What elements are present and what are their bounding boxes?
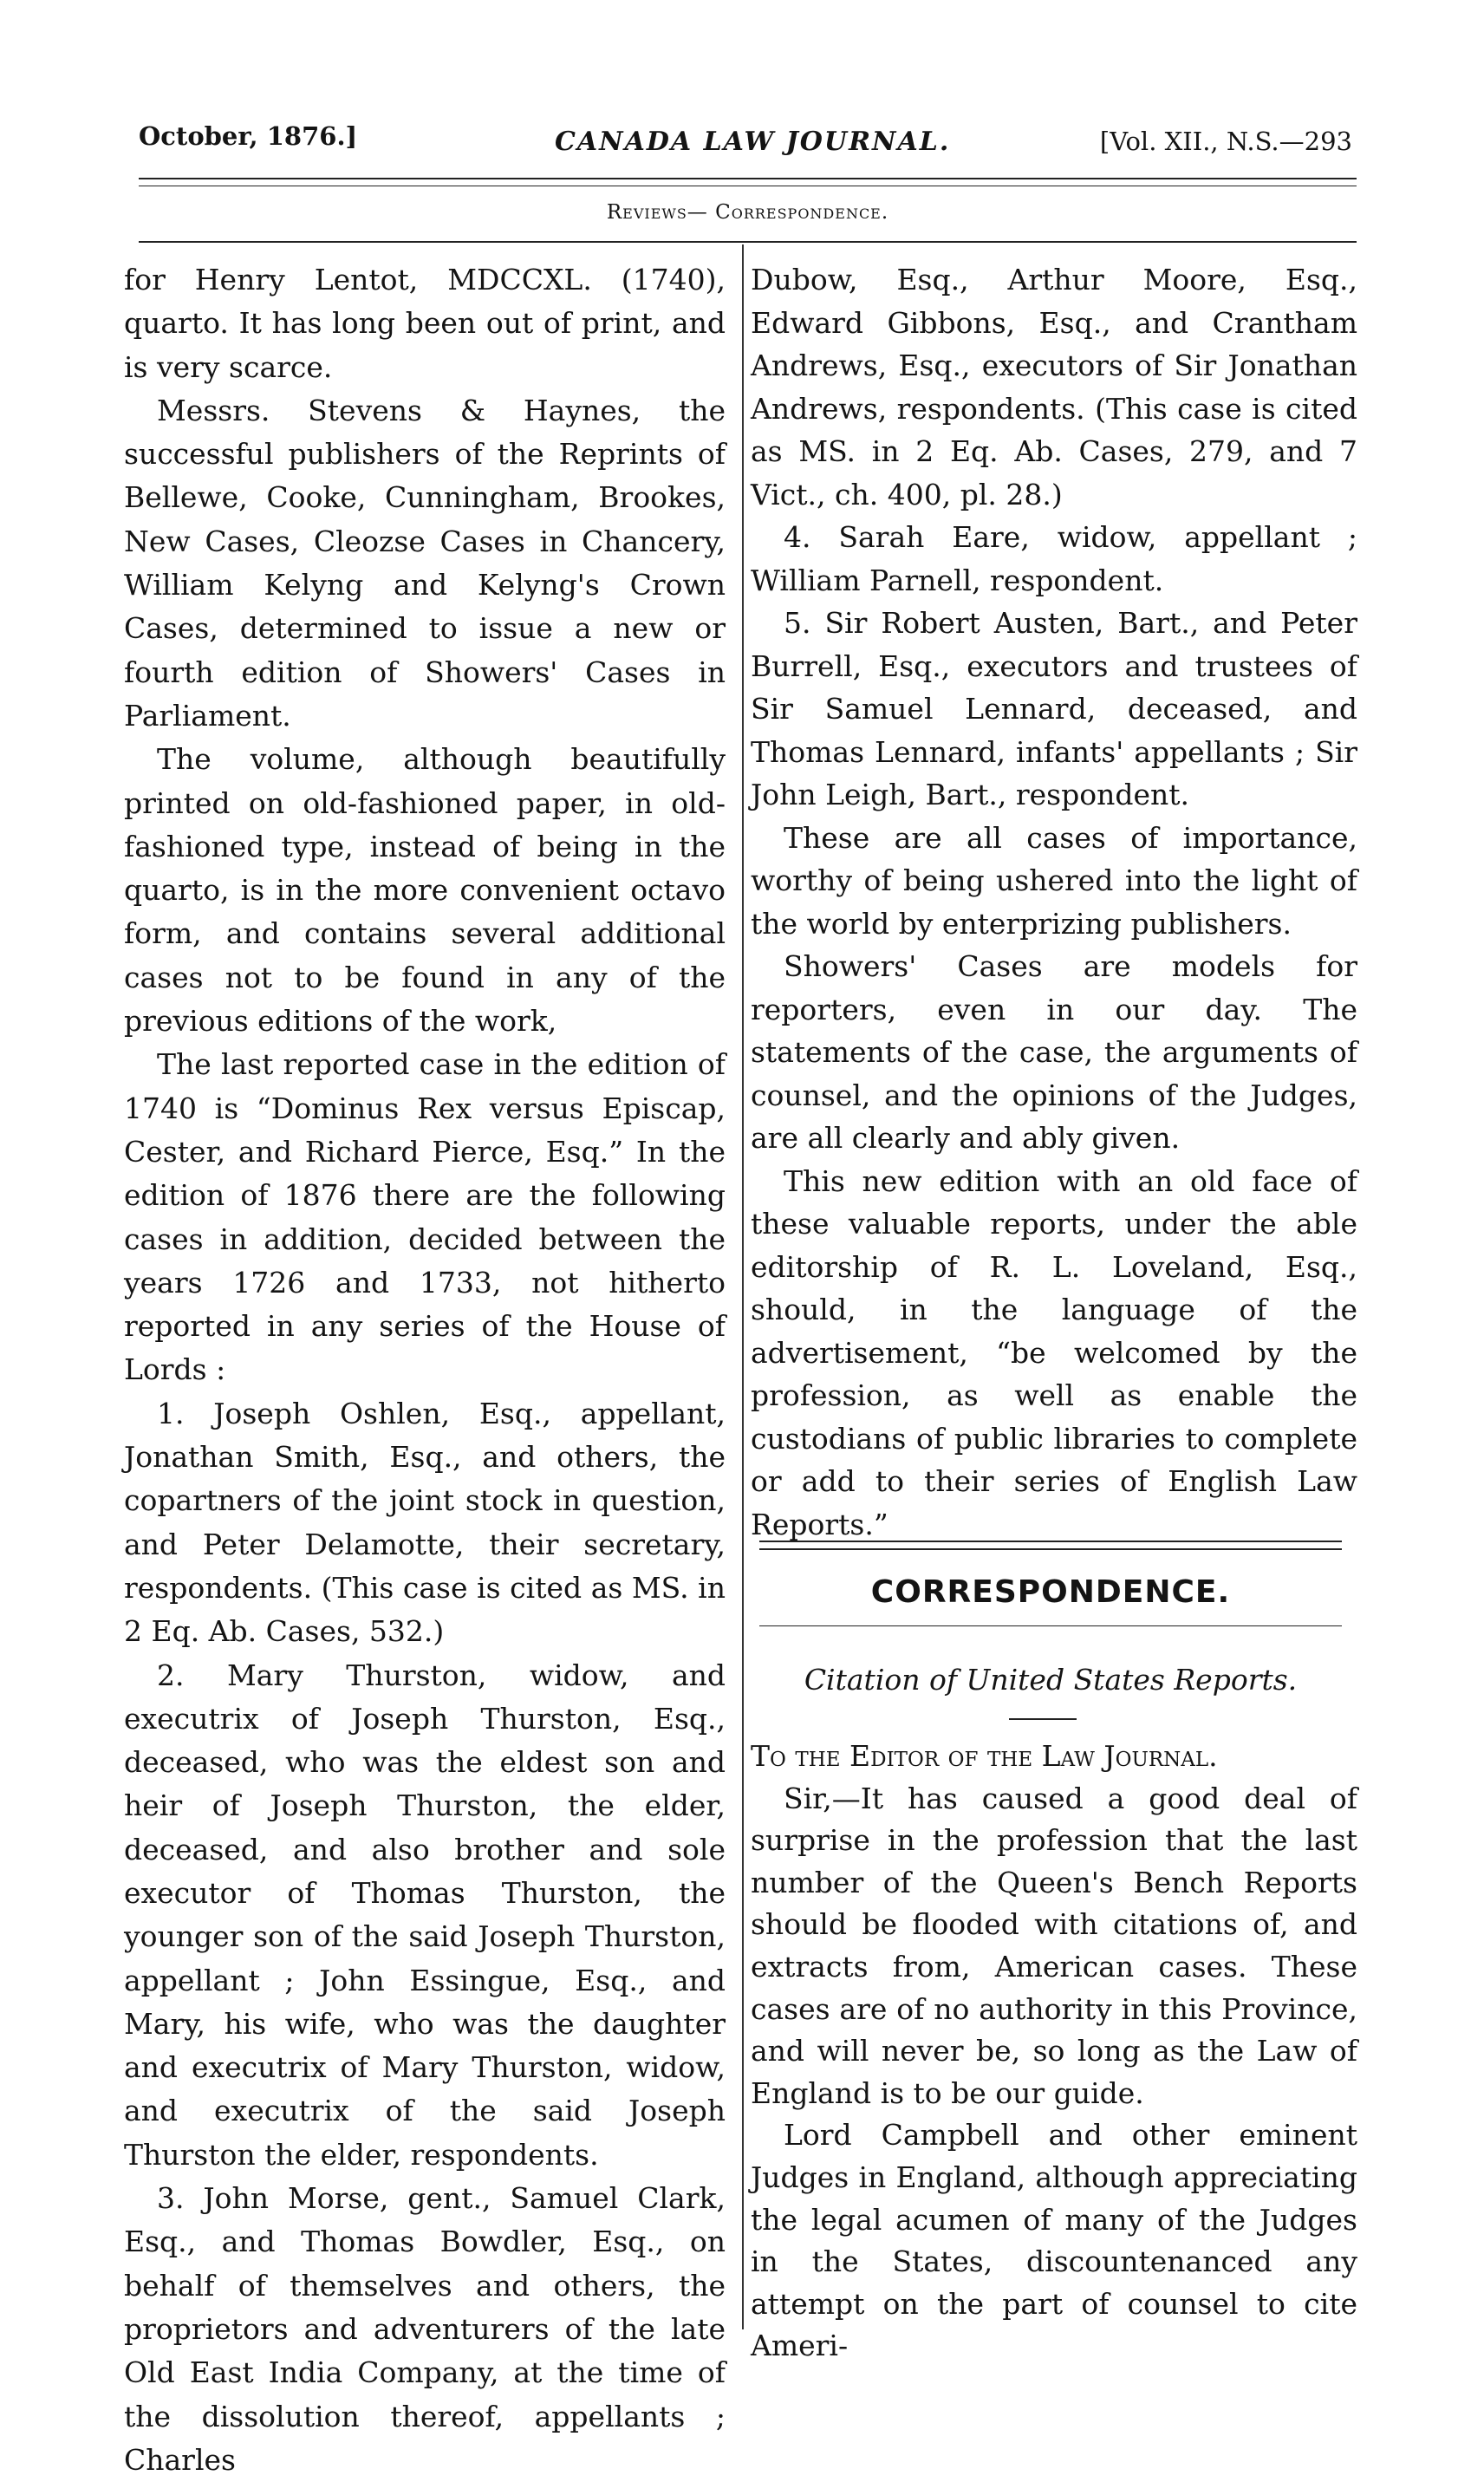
paragraph: The volume, although beautifully printed on old-fashioned paper, in old-fashioned type, instead of being in the quarto, is in the more convenient octavo form, and contains several additional cases not to be found in any of the previous editions of the work, (124, 742, 726, 1039)
paragraph: Dubow, Esq., Arthur Moore, Esq., Edward Gibbons, Esq., and Crantham Andrews, Esq., executors of Sir Jonathan Andrews, respondents. (This case is cited as MS. in 2 Eq. Ab. Cases, 279, and 7 Vict., ch. 400, pl. 28.) (751, 263, 1357, 511)
paragraph: These are all cases of importance, worthy of being ushered into the light of the world by enterprizing publishers. (751, 820, 1357, 941)
correspondence-heading: CORRESPONDENCE. (870, 1574, 1231, 1610)
correspondence-rule-thin (759, 1625, 1342, 1626)
case-entry: 2. Mary Thurston, widow, and executrix of Joseph Thurston, Esq., deceased, who was the eldest son and heir of Joseph Thurston, the elder, deceased, and also brother and sole executor of Thomas Thurston, the younger son of the said Joseph Thurston, appellant ; John Essingue, Esq., and Mary, his wife, who was the daughter and executrix of Mary Thurston, widow, and executrix of the said Joseph Thurston the elder, respondents. (124, 1658, 726, 2172)
case-entry: 1. Joseph Oshlen, Esq., appellant, Jonathan Smith, Esq., and others, the copartners of the joint stock in question, and Peter Delamotte, their secretary, respondents. (This case is cited as MS. in 2 Eq. Ab. Cases, 532.) (124, 1396, 726, 1649)
paragraph: Sir,—It has caused a good deal of surprise in the profession that the last number of the Queen's Bench Reports should be flooded with citations of, and extracts from, American cases. These cases are of no authority in this Province, and will never be, so long as the Law of England is to be our guide. (751, 1781, 1357, 2110)
paragraph: This new edition with an old face of these valuable reports, under the able editorship of R. L. Loveland, Esq., should, in the language of the advertisement, “be welcomed by the profession, as well as enable the custodians of public libraries to complete or add to their series of English Law Reports.” (751, 1163, 1357, 1541)
case-entry: 5. Sir Robert Austen, Bart., and Peter Burrell, Esq., executors and trustees of Sir Samuel Lennard, deceased, and Thomas Lennard, infants' appellants ; Sir John Leigh, Bart., respondent. (751, 606, 1357, 811)
section-heading: Reviews— Correspondence. (606, 201, 889, 224)
correspondence-rule (759, 1541, 1342, 1542)
letter-body (751, 1736, 1357, 2368)
correspondence-rule (759, 1548, 1342, 1550)
case-entry: 4. Sarah Eare, widow, appellant ; William Parnell, respondent. (751, 520, 1357, 597)
right-column (751, 258, 1357, 1546)
short-rule (1009, 1718, 1077, 1720)
volume-page-number: [Vol. XII., N.S.—293 (1099, 127, 1352, 156)
paragraph: Showers' Cases are models for reporters, even in our day. The statements of the case, the arguments of counsel, and the opinions of the Judges, are all clearly and ably given. (751, 949, 1357, 1155)
column-divider (742, 244, 744, 2329)
header-rule (139, 178, 1357, 179)
journal-title: CANADA LAW JOURNAL. (555, 127, 951, 157)
paragraph: The last reported case in the edition of 1740 is “Dominus Rex versus Episcap, Cester, and Richard Pierce, Esq.” In the edition of 1876 there are the following cases in addition, decided between the years 1726 and 1733, not hitherto reported in any series of the House of Lords : (124, 1047, 726, 1387)
case-entry: 3. John Morse, gent., Samuel Clark, Esq., and Thomas Bowdler, Esq., on behalf of themselves and others, the proprietors and adventurers of the late Old East India Company, at the time of the dissolution thereof, appellants ; Charles (124, 2181, 726, 2477)
running-head (139, 121, 1352, 173)
paragraph: Messrs. Stevens & Haynes, the successful publishers of the Reprints of Bellewe, Cooke, Cunningham, Brookes, New Cases, Cleozse Cases in Chancery, William Kelyng and Kelyng's Crown Cases, determined to issue a new or fourth edition of Showers' Cases in Parliament. (124, 393, 726, 733)
issue-date: October, 1876.] (139, 121, 358, 151)
section-rule (139, 241, 1357, 243)
letter-salutation: To the Editor of the Law Journal. (751, 1739, 1218, 1773)
paragraph: Lord Campbell and other eminent Judges in England, although appreciating the legal acumen of many of the Judges in the States, discountenanced any attempt on the part of counsel to cite Ameri- (751, 2118, 1357, 2363)
left-column (124, 258, 726, 2482)
letter-subtitle: Citation of United States Reports. (804, 1663, 1298, 1697)
paragraph: for Henry Lentot, MDCCXL. (1740), quarto. It has long been out of print, and is very scarce. (124, 263, 726, 384)
